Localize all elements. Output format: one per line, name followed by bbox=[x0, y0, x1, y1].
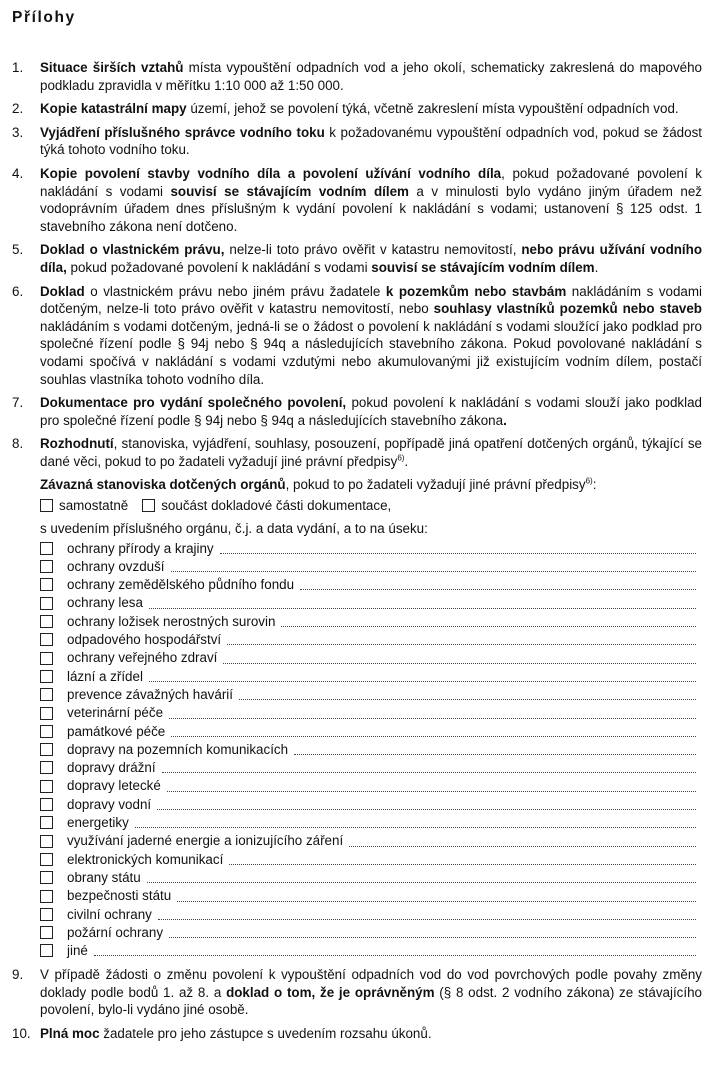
section-row: dopravy drážní bbox=[40, 759, 702, 777]
fill-in-line[interactable] bbox=[281, 625, 696, 627]
sections-intro: s uvedením příslušného orgánu, č.j. a data vydání, a to na úseku: bbox=[40, 520, 428, 536]
list-item-3: 3. Vyjádření příslušného správce vodního toku k požadovanému vypouštění odpadních vod, pokud se žádost týká tohoto vodního toku. bbox=[12, 124, 702, 158]
fill-in-line[interactable] bbox=[171, 570, 696, 572]
section-row: dopravy vodní bbox=[40, 795, 702, 813]
section-row: ochrany přírody a krajiny bbox=[40, 539, 702, 557]
item-8-intro: Rozhodnutí, stanoviska, vyjádření, souhlasy, posouzení, popřípadě jiná opatření dotčených orgánů, týkající se dané věci, pokud to po žadateli vyžadují jiné právní předpisy$^{6)}$. bbox=[40, 436, 702, 469]
checkbox[interactable] bbox=[40, 670, 53, 683]
checkbox[interactable] bbox=[40, 499, 53, 512]
fill-in-line[interactable] bbox=[94, 954, 696, 956]
checkbox[interactable] bbox=[40, 871, 53, 884]
checkbox[interactable] bbox=[40, 707, 53, 720]
list-item-1: 1. Situace širších vztahů místa vypouštění odpadních vod a jeho okolí, schematicky zakreslená do mapového podkladu zpravidla v měřítku 1:10 000 až 1:50 000. bbox=[12, 60, 702, 93]
footnote-ref: 6) bbox=[585, 477, 593, 486]
checkbox[interactable] bbox=[40, 633, 53, 646]
option-samostatne[interactable]: samostatně bbox=[40, 497, 128, 515]
checkbox[interactable] bbox=[40, 688, 53, 701]
section-row: památkové péče bbox=[40, 722, 702, 740]
page-title: Přílohy bbox=[12, 9, 76, 26]
section-row: ochrany lesa bbox=[40, 594, 702, 612]
section-row: elektronických komunikací bbox=[40, 850, 702, 868]
checkbox[interactable] bbox=[40, 578, 53, 591]
list-item-2: 2. Kopie katastrální mapy území, jehož se povolení týká, včetně zakreslení místa vypouštění odpadních vod. bbox=[12, 101, 679, 117]
section-row: využívání jaderné energie a ionizujícího záření bbox=[40, 832, 702, 850]
section-row: bezpečnosti státu bbox=[40, 887, 702, 905]
section-row: ochrany veřejného zdraví bbox=[40, 649, 702, 667]
fill-in-line[interactable] bbox=[349, 845, 696, 847]
section-row: dopravy letecké bbox=[40, 777, 702, 795]
fill-in-line[interactable] bbox=[162, 771, 696, 773]
fill-in-line[interactable] bbox=[147, 881, 696, 883]
section-row: jiné bbox=[40, 942, 702, 960]
sections-checklist bbox=[40, 539, 702, 960]
checkbox[interactable] bbox=[40, 743, 53, 756]
checkbox[interactable] bbox=[40, 944, 53, 957]
checkbox[interactable] bbox=[40, 780, 53, 793]
fill-in-line[interactable] bbox=[239, 698, 696, 700]
fill-in-line[interactable] bbox=[294, 753, 696, 755]
fill-in-line[interactable] bbox=[300, 588, 696, 590]
section-row: ochrany ovzduší bbox=[40, 558, 702, 576]
section-row: požární ochrany bbox=[40, 923, 702, 941]
checkbox[interactable] bbox=[40, 542, 53, 555]
section-row: prevence závažných havárií bbox=[40, 686, 702, 704]
checkbox[interactable] bbox=[142, 499, 155, 512]
section-row: veterinární péče bbox=[40, 704, 702, 722]
fill-in-line[interactable] bbox=[171, 735, 696, 737]
checkbox[interactable] bbox=[40, 615, 53, 628]
fill-in-line[interactable] bbox=[177, 900, 696, 902]
fill-in-line[interactable] bbox=[157, 808, 696, 810]
checkbox[interactable] bbox=[40, 725, 53, 738]
section-row: ochrany zemědělského půdního fondu bbox=[40, 576, 702, 594]
checkbox[interactable] bbox=[40, 816, 53, 829]
checkbox[interactable] bbox=[40, 798, 53, 811]
list-item-5: 5. Doklad o vlastnickém právu, nelze-li toto právo ověřit v katastru nemovitostí, nebo právu užívání vodního díla, pokud požadované povolení k nakládání s vodami souvisí se stávajícím vodním dílem. bbox=[12, 242, 703, 275]
fill-in-line[interactable] bbox=[149, 680, 696, 682]
checkbox[interactable] bbox=[40, 835, 53, 848]
list-item-4: 4. Kopie povolení stavby vodního díla a povolení užívání vodního díla, pokud požadované povolení k nakládání s vodami souvisí se stávajícím vodním dílem a v minulosti bylo vydáno jiným úřadem než vodoprávním úřadem dnes příslušným k vydání povolení k nakládání s vodami; ustanovení § 125 odst. 1 stavebního zákona není dotčeno. bbox=[12, 165, 702, 234]
fill-in-line[interactable] bbox=[169, 717, 696, 719]
list-item-10: 10. Plná moc žadatele pro jeho zástupce s uvedením rozsahu úkonů. bbox=[12, 1025, 432, 1041]
binding-opinions-heading: Závazná stanoviska dotčených orgánů, pokud to po žadateli vyžadují jiné právní předpisy$^{6)}$: bbox=[40, 477, 597, 493]
checkbox[interactable] bbox=[40, 926, 53, 939]
section-row: energetiky bbox=[40, 814, 702, 832]
fill-in-line[interactable] bbox=[169, 936, 696, 938]
section-row: civilní ochrany bbox=[40, 905, 702, 923]
checkbox[interactable] bbox=[40, 853, 53, 866]
checkbox[interactable] bbox=[40, 597, 53, 610]
section-row: lázní a zřídel bbox=[40, 667, 702, 685]
checkbox[interactable] bbox=[40, 908, 53, 921]
option-soucast-dokumentace[interactable]: součást dokladové části dokumentace, bbox=[142, 497, 391, 515]
section-row: obrany státu bbox=[40, 869, 702, 887]
checkbox[interactable] bbox=[40, 560, 53, 573]
list-item-6: 6. Doklad o vlastnickém právu nebo jiném právu žadatele k pozemkům nebo stavbám nakládáním s vodami dotčeným, nelze-li toto právo ověřit v katastru nemovitostí, nebo souhlasy vlastníků pozemků nebo staveb nakládáním s vodami dotčeným, jedná-li se o žádost o povolení k nakládání s vodami sloužící jako podklad pro společné řízení podle § 94j nebo § 94q a následujících stavebního zákona. Pokud povolované nakládání s vodami spočívá v nakládání s vodami vzdutými nebo akumulovanými již existujícím vodním dílem, postačí souhlas vlastníka tohoto vodního díla. bbox=[12, 283, 702, 387]
checkbox[interactable] bbox=[40, 761, 53, 774]
list-item-9: 9. V případě žádosti o změnu povolení k vypouštění odpadních vod do vod povrchových podle povahy změny doklady podle bodů 1. až 8. a doklad o tom, že je oprávněným (§ 8 odst. 2 vodního zákona) ze stávajícího povolení, bylo-li vydáno jiné osobě. bbox=[12, 967, 702, 1018]
fill-in-line[interactable] bbox=[149, 607, 696, 609]
list-item-7: 7. Dokumentace pro vydání společného povolení, pokud povolení k nakládání s vodami slouží jako podklad pro společné řízení podle § 94j nebo § 94q a následujících stavebního zákona. bbox=[12, 395, 702, 428]
fill-in-line[interactable] bbox=[135, 826, 696, 828]
checkbox[interactable] bbox=[40, 652, 53, 665]
section-row: dopravy na pozemních komunikacích bbox=[40, 741, 702, 759]
fill-in-line[interactable] bbox=[167, 790, 696, 792]
fill-in-line[interactable] bbox=[229, 863, 696, 865]
submission-options bbox=[40, 497, 702, 515]
checkbox[interactable] bbox=[40, 890, 53, 903]
fill-in-line[interactable] bbox=[223, 662, 696, 664]
footnote-ref: 6) bbox=[397, 453, 405, 463]
attachments-list bbox=[12, 59, 702, 1042]
section-row: odpadového hospodářství bbox=[40, 631, 702, 649]
fill-in-line[interactable] bbox=[220, 552, 696, 554]
list-item-8: 8. Rozhodnutí, stanoviska, vyjádření, souhlasy, posouzení, popřípadě jiná opatření dotčených orgánů, týkající se dané věci, pokud to po žadateli vyžadují jiné právní předpisy$^{6)}$. Závazná stanoviska dotčených orgánů, pokud to po žadateli vyžadují jiné právní předpisy$^{6)}$: samostatně součást dokladové části dokumentace, s uvedením příslušného orgánu, č.j. a data vydání, a to na úseku: ochrany přírody a krajiny ochrany ovzduší ochrany zemědělského půdního fondu ochrany lesa ochrany ložisek nerostných surovin odpadového hospodářství ochrany veřejného zdraví lázní a zřídel prevence závažných havárií veterinární péče památkové péče dopravy na pozemních komunikacích dopravy drážní dopravy letecké dopravy vodní energetiky využívání jaderné energie a ionizujícího záření elektronických komunikací obrany státu bezpečnosti státu civilní ochrany požární ochrany jiné bbox=[12, 436, 702, 959]
fill-in-line[interactable] bbox=[158, 918, 696, 920]
fill-in-line[interactable] bbox=[227, 643, 696, 645]
section-row: ochrany ložisek nerostných surovin bbox=[40, 612, 702, 630]
